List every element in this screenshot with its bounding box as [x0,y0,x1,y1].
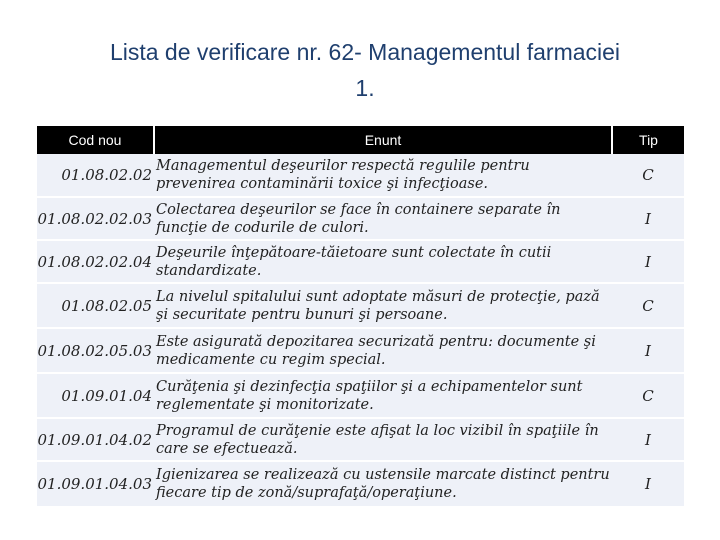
row-statement: Igienizarea se realizează cu ustensile marcate distinct pentru fiecare tip de zonă/suprafaţă/operaţiune. [154,461,612,506]
row-type: I [612,418,684,461]
row-type: I [612,328,684,373]
row-statement: Curăţenia şi dezinfecţia spaţiilor şi a echipamentelor sunt reglementate şi monitorizate. [154,373,612,418]
title-line-1: Lista de verificare nr. 62- Managementul farmaciei [109,39,621,65]
title-line-2: 1. [355,75,375,101]
row-code: 01.08.02.02.03 [37,197,154,240]
table-row [37,283,684,328]
table-row [37,197,684,240]
row-code: 01.08.02.02.04 [37,240,154,283]
row-code: 01.08.02.05 [37,283,154,328]
row-code: 01.08.02.05.03 [37,328,154,373]
row-type: C [612,373,684,418]
row-statement: Deşeurile înţepătoare-tăietoare sunt colectate în cutii standardizate. [154,240,612,283]
header-statement: Enunt [154,126,612,154]
row-statement: Colectarea deşeurilor se face în containere separate în funcţie de codurile de culori. [154,197,612,240]
checklist-table [37,126,684,506]
row-statement: La nivelul spitalului sunt adoptate măsuri de protecţie, pază şi securitate pentru bunuri şi persoane. [154,283,612,328]
table-header-row [37,126,684,154]
row-type: C [612,154,684,197]
header-code: Cod nou [37,126,154,154]
row-type: C [612,283,684,328]
header-type: Tip [612,126,684,154]
row-statement: Programul de curăţenie este afişat la loc vizibil în spaţiile în care se efectuează. [154,418,612,461]
table-row [37,240,684,283]
table-row [37,418,684,461]
row-type: I [612,461,684,506]
table-row [37,154,684,197]
row-code: 01.09.01.04 [37,373,154,418]
row-code: 01.09.01.04.02 [37,418,154,461]
row-statement: Managementul deşeurilor respectă regulile pentru prevenirea contaminării toxice şi infecţioase. [154,154,612,197]
row-statement: Este asigurată depozitarea securizată pentru: documente şi medicamente cu regim special. [154,328,612,373]
page-title [40,34,690,106]
row-code: 01.08.02.02 [37,154,154,197]
table-row [37,328,684,373]
row-type: I [612,240,684,283]
row-type: I [612,197,684,240]
table-row [37,373,684,418]
table-row [37,461,684,506]
row-code: 01.09.01.04.03 [37,461,154,506]
